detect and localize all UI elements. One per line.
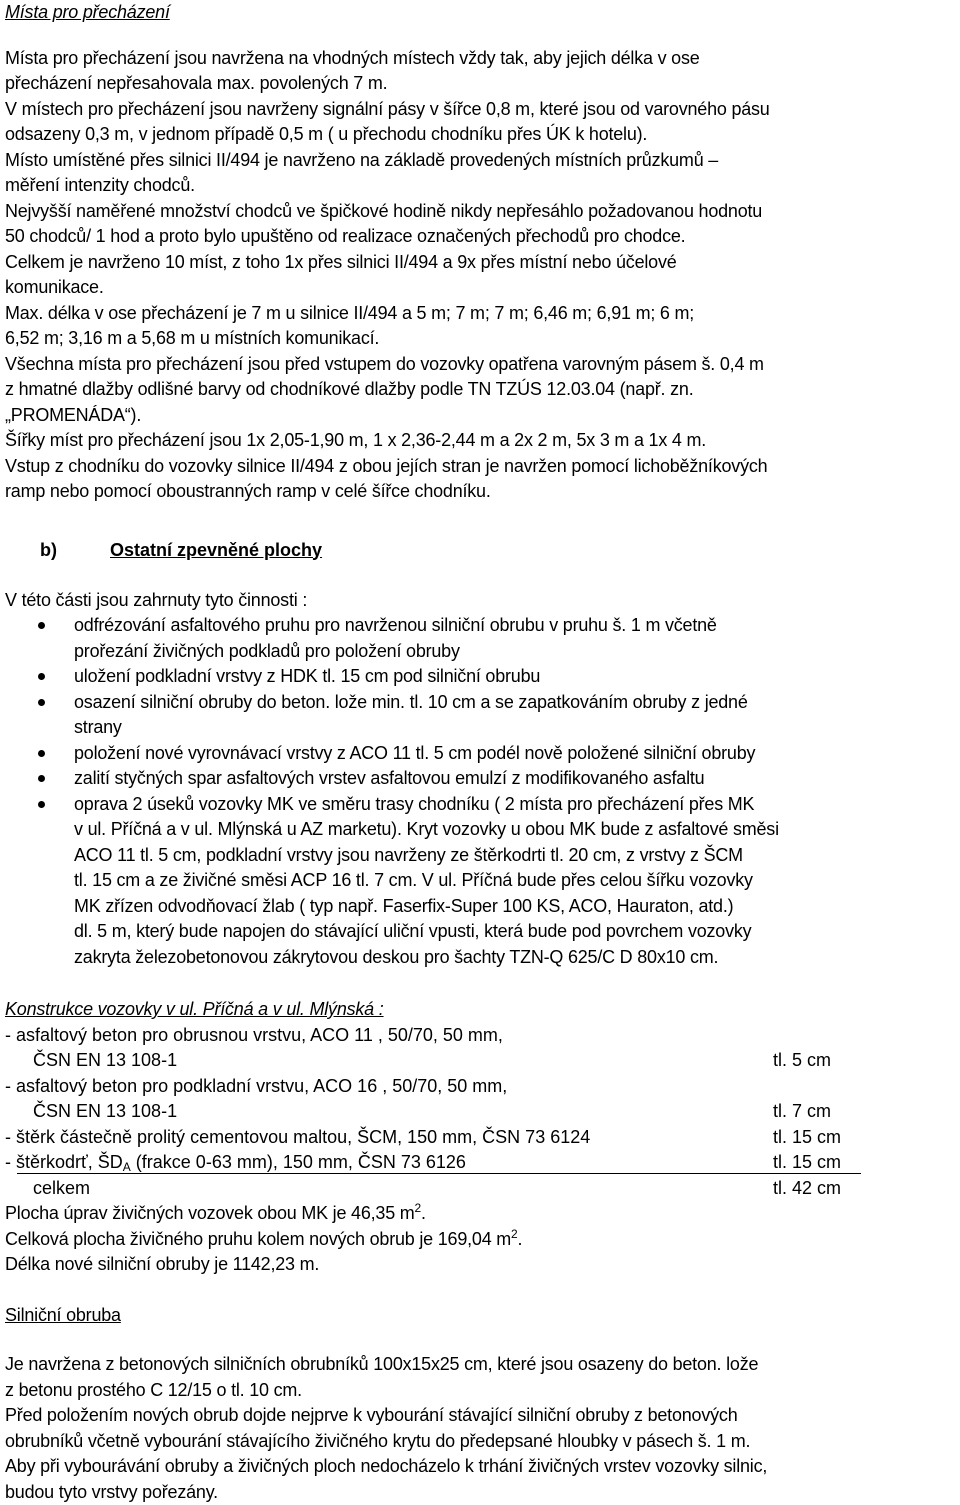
section-label: b) [5, 538, 110, 564]
list-item-line: v ul. Příčná a v ul. Mlýnská u AZ marketu). Kryt vozovky u obou MK bude z asfaltové směsi [74, 817, 955, 843]
bullet-icon [38, 699, 45, 706]
text-line: z hmatné dlažby odlišné barvy od chodníkové dlažby podle TN TZÚS 12.03.04 (např. zn. [5, 377, 955, 403]
list-item [5, 792, 957, 971]
table-row [5, 1048, 957, 1074]
document-page [5, 0, 957, 1505]
table-row [5, 1150, 957, 1176]
text-line: Všechna místa pro přecházení jsou před vstupem do vozovky opatřena varovným pásem š. 0,4 m [5, 352, 955, 378]
layer-description: ČSN EN 13 108-1 [5, 1099, 773, 1125]
text-line: z betonu prostého C 12/15 o tl. 10 cm. [5, 1378, 955, 1404]
text-line: Nejvyšší naměřené množství chodců ve špičkové hodině nikdy nepřesáhlo požadovanou hodnotu [5, 199, 955, 225]
layer-thickness: tl. 15 cm [773, 1150, 841, 1176]
list-item [5, 741, 957, 767]
list-item [5, 664, 957, 690]
text-line: odsazeny 0,3 m, v jednom případě 0,5 m ( u přechodu chodníku přes ÚK k hotelu). [5, 122, 955, 148]
section-heading-road-construction: Konstrukce vozovky v ul. Příčná a v ul. Mlýnská : [5, 997, 955, 1023]
layer-description-text: - štěrkodrť, ŠD [5, 1152, 123, 1172]
bullet-icon [38, 750, 45, 757]
layer-description: - asfaltový beton pro obrusnou vrstvu, ACO 11 , 50/70, 50 mm, [5, 1023, 773, 1049]
activities-intro: V této části jsou zahrnuty tyto činnosti : [5, 588, 955, 614]
section-title: Ostatní zpevněné plochy [110, 538, 322, 564]
bullet-icon [38, 673, 45, 680]
curb-paragraph [5, 1352, 957, 1505]
list-item-line: oprava 2 úseků vozovky MK ve směru trasy chodníku ( 2 místa pro přecházení přes MK [74, 792, 955, 818]
length-statement: Délka nové silniční obruby je 1142,23 m. [5, 1252, 955, 1278]
table-row [5, 1023, 957, 1049]
text-line: 6,52 m; 3,16 m a 5,68 m u místních komunikací. [5, 326, 955, 352]
activities-list [5, 613, 957, 970]
table-row [5, 1125, 957, 1151]
subscript: A [123, 1160, 131, 1174]
text-line: Max. délka v ose přecházení je 7 m u silnice II/494 a 5 m; 7 m; 7 m; 6,46 m; 6,91 m; 6 m; [5, 301, 955, 327]
text-line: Před položením nových obrub dojde nejprve k vybourání stávající silniční obruby z betonových [5, 1403, 955, 1429]
list-item-line: osazení silniční obruby do beton. lože min. tl. 10 cm a se zapatkováním obruby z jedné [74, 690, 955, 716]
section-heading-paved-areas [5, 538, 957, 564]
layer-description: celkem [5, 1176, 773, 1202]
layer-description: ČSN EN 13 108-1 [5, 1048, 773, 1074]
layer-description: - štěrk částečně prolitý cementovou maltou, ŠCM, 150 mm, ČSN 73 6124 [5, 1125, 773, 1151]
table-row [5, 1074, 957, 1100]
text-line: Šířky míst pro přecházení jsou 1x 2,05-1,90 m, 1 x 2,36-2,44 m a 2x 2 m, 5x 3 m a 1x 4 m. [5, 428, 955, 454]
superscript: 2 [511, 1227, 517, 1241]
layer-thickness: tl. 5 cm [773, 1048, 831, 1074]
text-line: Celkem je navrženo 10 míst, z toho 1x přes silnici II/494 a 9x přes místní nebo účelové [5, 250, 955, 276]
bullet-icon [38, 801, 45, 808]
area-text-end: . [421, 1203, 426, 1223]
section-heading-crossings: Místa pro přecházení [5, 0, 955, 26]
area-statement [5, 1201, 955, 1227]
list-item-line: zalití styčných spar asfaltových vrstev asfaltovou emulzí z modifikovaného asfaltu [74, 766, 955, 792]
layer-description-text: (frakce 0-63 mm), 150 mm, ČSN 73 6126 [131, 1152, 466, 1172]
list-item-line: tl. 15 cm a ze živičné směsi ACP 16 tl. 7 cm. V ul. Příčná bude přes celou šířku vozovky [74, 868, 955, 894]
layer-thickness: tl. 7 cm [773, 1099, 831, 1125]
list-item-line: MK zřízen odvodňovací žlab ( typ např. Faserfix-Super 100 KS, ACO, Hauraton, atd.) [74, 894, 955, 920]
superscript: 2 [415, 1201, 421, 1215]
table-row [5, 1099, 957, 1125]
list-item-line: zakryta železobetonovou zákrytovou deskou pro šachty TZN-Q 625/C D 80x10 cm. [74, 945, 955, 971]
text-line: komunikace. [5, 275, 955, 301]
bullet-icon [38, 622, 45, 629]
text-line: Místa pro přecházení jsou navržena na vhodných místech vždy tak, aby jejich délka v ose [5, 46, 955, 72]
text-line: Aby při vybourávání obruby a živičných ploch nedocházelo k trhání živičných vrstev vozovky silnic, [5, 1454, 955, 1480]
text-line: 50 chodců/ 1 hod a proto bylo upuštěno od realizace označených přechodů pro chodce. [5, 224, 955, 250]
table-row-total [5, 1176, 957, 1202]
list-item-line: odfrézování asfaltového pruhu pro navrženou silniční obrubu v pruhu š. 1 m včetně [74, 613, 955, 639]
area-statement [5, 1227, 955, 1253]
road-layers-table [5, 1023, 957, 1202]
list-item-line: dl. 5 m, který bude napojen do stávající uliční vpusti, která bude pod povrchem vozovky [74, 919, 955, 945]
list-item [5, 613, 957, 664]
text-line: V místech pro přecházení jsou navrženy signální pásy v šířce 0,8 m, které jsou od varovného pásu [5, 97, 955, 123]
list-item [5, 690, 957, 741]
list-item-line: ACO 11 tl. 5 cm, podkladní vrstvy jsou navrženy ze štěrkodrti tl. 20 cm, z vrstvy z ŠCM [74, 843, 955, 869]
bullet-icon [38, 775, 45, 782]
layer-thickness: tl. 15 cm [773, 1125, 841, 1151]
area-text: Celková plocha živičného pruhu kolem nových obrub je 169,04 m [5, 1229, 511, 1249]
layer-thickness: tl. 42 cm [773, 1176, 841, 1202]
text-line: přecházení nepřesahovala max. povolených 7 m. [5, 71, 955, 97]
text-line: Vstup z chodníku do vozovky silnice II/494 z obou jejích stran je navržen pomocí lichoběžníkových [5, 454, 955, 480]
list-item-line: prořezání živičných podkladů pro položení obruby [74, 639, 955, 665]
text-line: Místo umístěné přes silnici II/494 je navrženo na základě provedených místních průzkumů – [5, 148, 955, 174]
area-text: Plocha úprav živičných vozovek obou MK je 46,35 m [5, 1203, 415, 1223]
text-line: měření intenzity chodců. [5, 173, 955, 199]
text-line: ramp nebo pomocí oboustranných ramp v celé šířce chodníku. [5, 479, 955, 505]
text-line: Je navržena z betonových silničních obrubníků 100x15x25 cm, které jsou osazeny do beton. lože [5, 1352, 955, 1378]
list-item [5, 766, 957, 792]
layer-description [5, 1150, 773, 1176]
list-item-line: uložení podkladní vrstvy z HDK tl. 15 cm pod silniční obrubu [74, 664, 955, 690]
crossings-paragraph [5, 46, 957, 505]
text-line: obrubníků včetně vybourání stávajícího živičného krytu do předepsané hloubky v pásech š. 1 m. [5, 1429, 955, 1455]
text-line: „PROMENÁDA“). [5, 403, 955, 429]
list-item-line: položení nové vyrovnávací vrstvy z ACO 11 tl. 5 cm podél nově položené silniční obruby [74, 741, 955, 767]
text-line: budou tyto vrstvy pořezány. [5, 1480, 955, 1505]
area-text-end: . [518, 1229, 523, 1249]
layer-description: - asfaltový beton pro podkladní vrstvu, ACO 16 , 50/70, 50 mm, [5, 1074, 773, 1100]
list-item-line: strany [74, 715, 955, 741]
section-heading-road-curb: Silniční obruba [5, 1303, 955, 1329]
